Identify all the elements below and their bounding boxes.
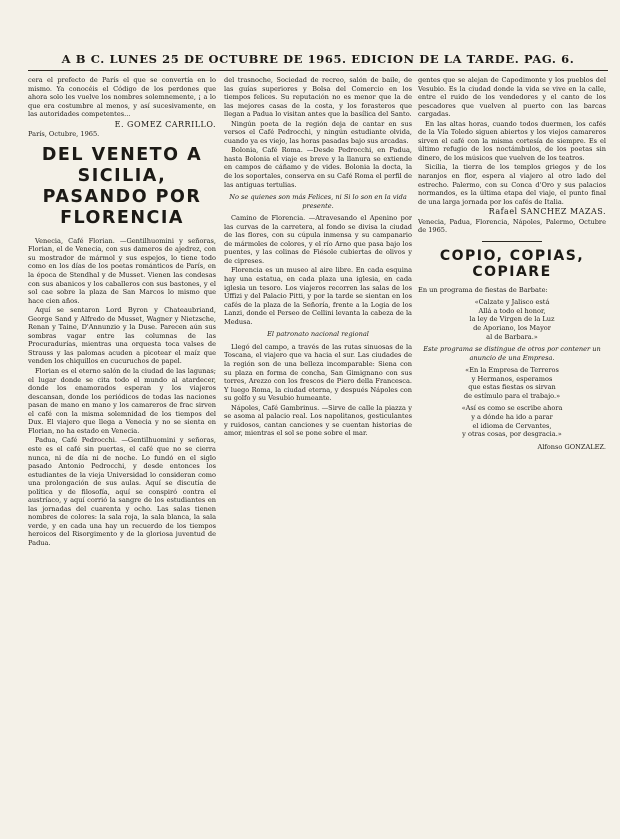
article-paragraph: En las altas horas, cuando todos duermen, los cafés de la Vía Toledo siguen abiertos y los viejos camareros sirven el café con la misma cortesía de siempre. Es el último refugio de los noctámbulos, de los poetas sin dinero, de los músicos que vuelven de los teatros.: [418, 119, 606, 162]
verse-block: «Así es como se escribe ahora y a dónde ha ido a parar el idioma de Cervantes, y otras cosas, por desgracia.»: [461, 404, 563, 439]
section-headline: COPIO, COPIAS, COPIARE: [439, 247, 585, 280]
dateline: Venecia, Padua, Florencia, Nápoles, Palermo, Octubre de 1965.: [418, 217, 606, 235]
article-paragraph: del trasnoche, Sociedad de recreo, salón de baile, de las guías superiores y Bolsa del Comercio en los tiempos felices. Su reputación no es menor que la de las mejores casas de la costa, y los forasteros que llegan a Padua lo visitan antes que la basílica del Santo.: [224, 76, 412, 119]
article-paragraph: Florian es el eterno salón de la ciudad de las lagunas; el lugar donde se cita todo el mundo al atardecer, donde los enamorados esperan y los viajeros descansan, donde los periódicos de todas las naciones pasan de mano en mano y los camareros de frac sirven el café con la misma solemnidad de los tiempos del Dux. El viajero que llega a Venecia y no se sienta en Florian, no ha estado en Venecia.: [28, 367, 216, 435]
column-1: [28, 76, 216, 836]
page-header: A B C. LUNES 25 DE OCTUBRE DE 1965. EDICION DE LA TARDE. PAG. 6.: [61, 52, 575, 66]
quote-block: No se quienes son más Felices, ni Si lo son en la vida presente.: [229, 193, 407, 210]
article-paragraph: Llegó del campo, a través de las rutas sinuosas de la Toscana, el viajero que va hacia el sur. Las ciudades de la región son de una belleza incomparable: Siena con su plaza en forma de concha, San Gimignano con sus torres, Arezzo con los frescos de Piero della Francesca. Y luego Roma, la ciudad eterna, y después Nápoles con su golfo y su Vesubio humeante.: [224, 342, 412, 403]
article-paragraph: Sicilia, la tierra de los templos griegos y de los naranjos en flor, espera al viajero al otro lado del estrecho. Palermo, con su Conca d'Oro y sus palacios normandos, es la última etapa del viaje, el punto final de una larga jornada por los cafés de Italia.: [418, 163, 606, 206]
column-2: [224, 76, 412, 836]
author-signature: Rafael SANCHEZ MAZAS.: [488, 207, 606, 217]
section-caption: El patronato nacional regional: [267, 330, 369, 339]
article-paragraph: Bolonia, Café Roma. —Desde Pedrocchi, en Padua, hasta Bolonia el viaje es breve y la llanura se extiende en campos de cáñamo y de vides. Bolonia la docta, la de los soportales, conserva en su Café Roma el perfil de las antiguas tertulias.: [224, 146, 412, 189]
article-paragraph: Camino de Florencia. —Atravesando el Apenino por las curvas de la carretera, al fondo se divisa la ciudad de las flores, con su cúpula inmensa y su campanario de mármoles de colores, y el río Arno que pasa bajo los puentes, y las colinas de Fiésole cubiertas de olivos y de cipreses.: [224, 214, 412, 265]
article-continuation: cera el prefecto de París el que se convertía en lo mismo. Ya conocéis el Código de los perdones que ahora solo les vuelve los nombres solemnemente, ¡ a lo que era costumbre al menos, y así sucesivamente, en las autoridades competentes...: [28, 76, 216, 119]
article-paragraph: Venecia, Café Florian. —Gentilhuomini y señoras, Florian, el de Venecia, con sus dameros de ajedrez, con su mostrador de mármol y sus espejos, lo tiene todo como en los días de los poetas románticos de París, en la época de Stendhal y de Musset. Vienen las condesas con sus abanicos y los caballeros con sus bastones, y el sol cae sobre la plaza de San Marcos lo mismo que hace cien años.: [28, 236, 216, 305]
header-rule: [28, 70, 608, 71]
author-signature: E. GOMEZ CARRILLO.: [114, 119, 216, 129]
section-caption: Este programa se distingue de otros por contener un anuncio de una Empresa.: [423, 345, 601, 362]
verse-block: «En la Empresa de Terreros y Hermanos, esperamos que estas fiestas os sirvan de estímulo para el trabajo.»: [463, 366, 561, 400]
column-3: [418, 76, 606, 836]
article-paragraph: Nápoles, Café Gambrinus. —Sirve de calle la piazza y se asoma al palacio real. Los napolitanos, gesticulantes y ruidosos, cantan canciones y se cuentan historias de amor, mientras el sol se pone sobre el mar.: [224, 403, 412, 438]
article-paragraph: Padua, Café Pedrocchi. —Gentilhuomini y señoras, este es el café sin puertas, el café que no se cierra nunca, ni de día ni de noche. Lo fundó en el siglo pasado Antonio Pedrocchi, y desde entonces los estudiantes de la vieja Universidad lo consideran como una prolongación de sus aulas. Aquí se discutía de política y de filosofía, aquí se conspiró contra el austríaco, y aquí corrió la sangre de los estudiantes en las jornadas del cuarenta y ocho. Las salas tienen nombres de colores: la sala roja, la sala blanca, la sala verde, y en cada una hay un recuerdo de los tiempos heroicos del Risorgimento y de la gloriosa juventud de Padua.: [28, 436, 216, 547]
article-paragraph: Florencia es un museo al aire libre. En cada esquina hay una estatua, en cada plaza una iglesia, en cada iglesia un tesoro. Los viajeros recorren las salas de los Uffizi y del Palacio Pitti, y por la tarde se sientan en los cafés de la plaza de la Señoría, frente a la Logia de los Lanzi, donde el Perseo de Cellini levanta la cabeza de la Medusa.: [224, 266, 412, 326]
article-paragraph: Aquí se sentaron Lord Byron y Chateaubriand, George Sand y Alfredo de Musset, Wagner y Nietzsche, Renan y Taine, D'Annunzio y la Duse. Parecen aún sus sombras vagar entre las columnas de las Procuradurías, mientras una orquesta toca valses de Strauss y las palomas acuden a picotear el maíz que venden los chiquillos en cucuruchos de papel.: [28, 306, 216, 366]
dateline: París, Octubre, 1965.: [28, 130, 100, 139]
author-signature: Alfonso GONZALEZ.: [537, 442, 606, 451]
section-divider: [482, 241, 542, 242]
article-headline: DEL VENETO A SICILIA, PASANDO POR FLORENCIA: [41, 144, 203, 228]
article-paragraph: gentes que se alejan de Capodimonte y los pueblos del Vesubio. Es la ciudad donde la vida se vive en la calle, entre el ruido de los vendedores y el canto de los pescadores que vuelven al puerto con las barcas cargadas.: [418, 76, 606, 119]
article-paragraph: Ningún poeta de la región deja de cantar en sus versos el Café Pedrocchi, y ningún estudiante olvida, cuando ya es viejo, las horas pasadas bajo sus arcadas.: [224, 119, 412, 145]
section-intro: En un programa de fiestas de Barbate:: [418, 285, 548, 294]
verse-block: «Calzate y Jalisco está Allá a todo el honor, la ley de Virgen de la Luz de Aporiano, los Mayor al de Barbara.»: [469, 298, 555, 341]
